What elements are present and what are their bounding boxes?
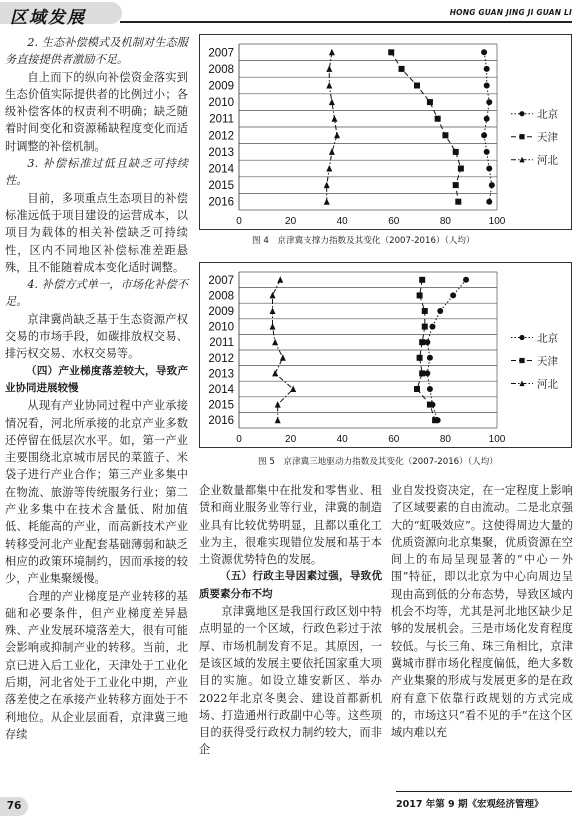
x-tick-label: 100 bbox=[488, 216, 506, 227]
data-point bbox=[329, 148, 335, 155]
x-tick-label: 40 bbox=[336, 434, 348, 445]
figure4-chart bbox=[199, 34, 572, 230]
data-point bbox=[424, 370, 430, 376]
legend-label: 北京 bbox=[537, 108, 558, 121]
y-tick-label: 2010 bbox=[208, 97, 234, 110]
data-point bbox=[270, 323, 276, 330]
data-point bbox=[486, 166, 492, 172]
data-point bbox=[277, 276, 283, 283]
data-point bbox=[272, 339, 278, 346]
y-tick-label: 2010 bbox=[208, 321, 234, 334]
paragraph: 3. 补偿标准过低且缺乏可持续性。 bbox=[5, 157, 188, 188]
data-point bbox=[331, 115, 337, 122]
right-column bbox=[391, 482, 573, 741]
data-point bbox=[519, 335, 524, 340]
data-point bbox=[326, 65, 332, 72]
data-point bbox=[270, 308, 276, 315]
x-tick-label: 0 bbox=[236, 216, 242, 227]
figure5-caption: 图 5 京津冀三地驱动力指数及其变化（2007-2016）（人均） bbox=[258, 457, 498, 467]
page-number: 76 bbox=[0, 797, 28, 816]
figure5-chart bbox=[199, 262, 572, 448]
header-rule bbox=[120, 21, 572, 23]
data-point bbox=[427, 386, 433, 392]
y-tick-label: 2015 bbox=[208, 180, 234, 193]
y-tick-label: 2014 bbox=[208, 384, 234, 396]
data-point bbox=[326, 82, 332, 89]
paragraph: 从现有产业协同过程中产业承接情况看，河北所承接的北京产业多数还停留在低层次水平。如，第一产业主要围绕北京城市居民的菜篮子、米袋子进行产业合作；第三产业多集中在物流、旅游等传统服务行业；第二产业多集中在技术含量低、附加值低、耗能高的产业，而高新技术产业转移受河北产业配套基础薄弱和缺乏相应的政策环境制约，因而承接的较少，产业集聚缓慢。 bbox=[5, 399, 188, 586]
x-tick-label: 80 bbox=[439, 434, 451, 445]
y-tick-label: 2007 bbox=[208, 274, 234, 287]
legend-label: 河北 bbox=[537, 378, 558, 391]
y-tick-label: 2016 bbox=[208, 415, 234, 428]
data-point bbox=[272, 370, 278, 377]
y-tick-label: 2007 bbox=[208, 47, 234, 60]
legend-label: 河北 bbox=[537, 154, 558, 167]
paragraph: 京津冀地区是我国行政区划中特点明显的一个区域，行政色彩过于浓厚、市场机制发育不足。其原因，一是该区域的发展主要依托国家重大项目的实施。如设立雄安新区、举办2022年北京冬奥会、建设首都新机场、打造通州行政副中心等。这些项目的获得受行政权力制约较大，而非企 bbox=[199, 605, 382, 757]
footer-rule bbox=[396, 791, 572, 792]
x-tick-label: 20 bbox=[285, 434, 297, 445]
data-point bbox=[455, 199, 461, 205]
x-tick-label: 60 bbox=[388, 434, 400, 445]
data-point bbox=[324, 198, 330, 205]
figure5-svg bbox=[199, 262, 572, 448]
y-tick-label: 2012 bbox=[208, 352, 234, 365]
y-tick-label: 2011 bbox=[209, 337, 234, 350]
data-point bbox=[270, 292, 276, 299]
middle-column bbox=[199, 482, 382, 759]
data-point bbox=[419, 370, 425, 376]
data-point bbox=[329, 49, 335, 56]
data-point bbox=[427, 402, 433, 408]
paragraph: 4. 补偿方式单一，市场化补偿不足。 bbox=[5, 278, 188, 309]
data-point bbox=[417, 355, 423, 361]
paragraph: （四）产业梯度落差较大，导致产业协同进展较慢 bbox=[5, 364, 188, 394]
y-tick-label: 2008 bbox=[208, 290, 234, 303]
data-point bbox=[430, 324, 436, 330]
data-point bbox=[422, 324, 428, 330]
section-title: 区域发展 bbox=[10, 8, 86, 28]
y-tick-label: 2008 bbox=[208, 63, 234, 76]
data-point bbox=[484, 149, 490, 155]
y-tick-label: 2009 bbox=[208, 80, 234, 93]
y-tick-label: 2014 bbox=[208, 163, 234, 176]
x-tick-label: 60 bbox=[388, 216, 400, 227]
data-point bbox=[432, 417, 438, 423]
chart-frame bbox=[200, 263, 572, 448]
data-point bbox=[519, 134, 524, 139]
data-point bbox=[414, 386, 420, 392]
data-point bbox=[417, 292, 423, 298]
data-point bbox=[458, 166, 464, 172]
paragraph: 自上而下的纵向补偿资金落实到生态价值实际提供者的比例过小；各级补偿客体的权责利不明确；缺乏随着时间变化和资源稀缺程度变化而适时调整的补偿机制。 bbox=[5, 70, 188, 153]
data-point bbox=[489, 182, 495, 188]
issue-label: 2017 年第 9 期《宏观经济管理》 bbox=[396, 799, 544, 810]
data-point bbox=[388, 49, 394, 55]
data-point bbox=[481, 132, 487, 138]
data-point bbox=[484, 83, 490, 89]
data-point bbox=[437, 308, 443, 314]
figure4-svg bbox=[199, 34, 572, 230]
data-point bbox=[486, 199, 492, 205]
data-point bbox=[519, 358, 524, 363]
data-point bbox=[326, 165, 332, 172]
data-point bbox=[450, 292, 456, 298]
data-point bbox=[453, 182, 459, 188]
y-tick-label: 2013 bbox=[208, 368, 234, 381]
data-point bbox=[324, 182, 330, 189]
data-point bbox=[329, 99, 335, 106]
paragraph: 2. 生态补偿模式及机制对生态服务直接提供者激励不足。 bbox=[5, 36, 188, 67]
paragraph: （五）行政主导因素过强，导致优质要素分布不均 bbox=[199, 570, 382, 600]
y-tick-label: 2015 bbox=[208, 399, 234, 412]
data-point bbox=[484, 66, 490, 72]
x-tick-label: 100 bbox=[488, 434, 506, 445]
left-column bbox=[5, 34, 188, 743]
data-point bbox=[419, 277, 425, 283]
data-point bbox=[399, 66, 405, 72]
data-point bbox=[422, 308, 428, 314]
data-point bbox=[435, 116, 441, 122]
chart-frame bbox=[200, 35, 572, 230]
data-point bbox=[442, 132, 448, 138]
magazine-pinyin: HONG GUAN JING JI GUAN LI bbox=[449, 8, 572, 17]
legend-label: 天津 bbox=[537, 131, 558, 144]
page-header bbox=[0, 0, 578, 28]
paragraph: 目前，多项重点生态项目的补偿标准远低于项目建设的运营成本，以项目为载体的相关补偿缺乏可持续性，区内不同地区补偿标准差距悬殊，且不能随着成本变化适时调整。 bbox=[5, 191, 188, 274]
data-point bbox=[275, 401, 281, 408]
data-point bbox=[519, 111, 524, 116]
data-point bbox=[463, 277, 469, 283]
y-tick-label: 2013 bbox=[208, 146, 234, 159]
paragraph: 合理的产业梯度是产业转移的基础和必要条件，但产业梯度差异悬殊、产业发展环境落差大，很有可能会影响或抑制产业的转移。当前，北京已进入后工业化，天津处于工业化后期，河北省处于工业化中期，产业落差使之在承接产业转移方面处于不利地位。从企业层面看，京津冀三地存续 bbox=[5, 589, 188, 741]
y-tick-label: 2011 bbox=[209, 113, 234, 126]
paragraph: 企业数量都集中在批发和零售业、租赁和商业服务业等行业，津冀的制造业具有比较优势明显，且都以重化工业为主，很难实现错位发展和基于本土资源优势特色的发展。 bbox=[199, 484, 382, 567]
y-tick-label: 2016 bbox=[208, 196, 234, 209]
data-point bbox=[453, 149, 459, 155]
data-point bbox=[424, 339, 430, 345]
y-tick-label: 2012 bbox=[208, 130, 234, 143]
y-tick-label: 2009 bbox=[208, 306, 234, 318]
data-point bbox=[481, 49, 487, 55]
data-point bbox=[419, 339, 425, 345]
data-point bbox=[275, 417, 281, 424]
x-tick-label: 40 bbox=[336, 216, 348, 227]
legend-label: 北京 bbox=[537, 332, 558, 345]
figure4-caption: 图 4 京津冀支撑力指数及其变化（2007-2016）（人均） bbox=[252, 236, 475, 246]
data-point bbox=[484, 116, 490, 122]
data-point bbox=[280, 354, 286, 361]
x-tick-label: 80 bbox=[439, 216, 451, 227]
data-point bbox=[334, 132, 340, 139]
data-point bbox=[427, 355, 433, 361]
data-point bbox=[427, 99, 433, 105]
paragraph: 业自发投资决定，在一定程度上影响了区域要素的自由流动。二是北京强大的“虹吸效应”。这使得周边大量的优质资源向北京集聚，优质资源在空间上的布局呈现显著的“中心－外围”特征，即以北京为中心向周边呈现由高到低的分布态势，导致区域内机会不均等，尤其是河北地区缺少足够的发展机会。三是市场化发育程度较低。与长三角、珠三角相比，京津冀城市群市场化程度偏低，绝大多数产业集聚的形成与发展更多的是在政府有意下依靠行政规划的方式完成的，市场这只“看不见的手”在这个区域内难以充 bbox=[391, 484, 573, 740]
legend-label: 天津 bbox=[537, 355, 558, 368]
data-point bbox=[414, 83, 420, 89]
data-point bbox=[486, 99, 492, 105]
data-point bbox=[290, 386, 296, 393]
x-tick-label: 0 bbox=[236, 434, 242, 445]
paragraph: 京津冀尚缺乏基于生态资源产权交易的市场手段，如碳排放权交易、排污权交易、水权交易等。 bbox=[5, 312, 188, 361]
x-tick-label: 20 bbox=[285, 216, 297, 227]
